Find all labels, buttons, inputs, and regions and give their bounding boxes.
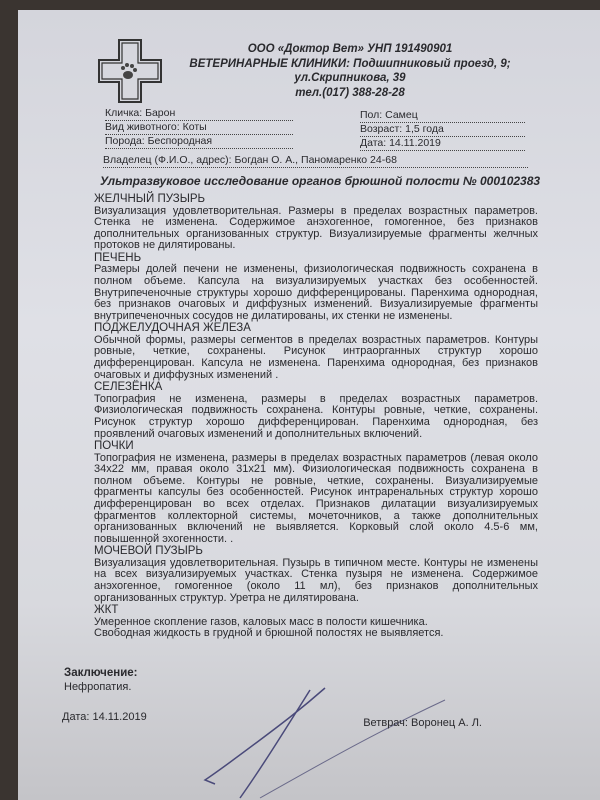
clinic-name-address: ВЕТЕРИНАРНЫЕ КЛИНИКИ: Подшипниковый проезд, 9; — [189, 57, 511, 70]
section-heading: ЖЕЛЧНЫЙ ПУЗЫРЬ — [94, 193, 206, 205]
section-bladder — [94, 545, 538, 604]
section-pancreas — [94, 322, 538, 381]
section-heading: ПОЧКИ — [94, 440, 134, 453]
clinic-phone: тел.(017) 388-28-28 — [295, 86, 405, 99]
section-liver — [94, 252, 538, 322]
patient-name: Кличка: Барон — [105, 107, 293, 121]
section-text: Визуализация удовлетворительная. Пузырь в типичном месте. Контуры не изменены на всех визуализируемых участках. Стенка пузыря не изменена. Содержимое анэхогенное, гомогенное (около 11 мл), без признаков дополнительных организованных структур. Уретра не дилятирована. — [94, 556, 538, 604]
veterinarian-name: Ветврач: Воронец А. Л. — [363, 716, 482, 729]
conclusion — [64, 666, 538, 694]
patient-sex: Пол: Самец — [360, 109, 525, 123]
section-text: Размеры долей печени не изменены, физиологическая подвижность сохранена в полном объеме. Капсула на визуализируемых участках без особенностей. Внутрипеченочные структуры хорошо дифференцированы. Паренхима однородная, без признаков очаговых и диффузных изменений. Визуализируемые фрагменты внутрипеченочных сосудов не дилатированы, их стенки не изменены. — [94, 263, 538, 322]
clinic-org: ООО «Доктор Вет» УНП 191490901 — [247, 43, 453, 55]
section-gi-tract — [94, 604, 538, 640]
section-text: Обычной формы, размеры сегментов в пределах возрастных параметров. Контуры ровные, четкие, сохранены. Рисунок интраорганных структур хорошо дифференцирован. Капсула не изменена. Паренхима однородная, без признаков очаговых и диффузных изменений . — [94, 333, 538, 381]
section-heading: ЖКТ — [94, 604, 119, 617]
section-text: Топография не изменена, размеры в пределах возрастных параметров (левая около 34х22 мм, правая около 31х21 мм). Физиологическая подвижность сохранена в полном объеме. Контуры не ровные, четкие, сохранены. Визуализируемые фрагменты капсулы без особенностей. Рисунок интраренальных структур хорошо дифференцирован во всех отделах. Признаков дилатации визуализируемых фрагментов коллекторной системы, мочеточников, а также дополнительных организованных включений не выявляется. Корковый слой около 4.5-6 мм, повышенной эхогенности. . — [94, 451, 538, 545]
conclusion-label: Заключение: — [64, 666, 138, 679]
footer — [62, 710, 482, 730]
section-text: Топография не изменена, размеры в пределах возрастных параметров. Физиологическая подвижность сохранена. Контуры ровные, четкие, сохранены. Рисунок структур хорошо дифференцирован. Паренхима однородная, без проявлений очаговых изменений и дополнительных включений. — [94, 392, 538, 440]
exam-date: Дата: 14.11.2019 — [360, 137, 525, 151]
clinic-address-2: ул.Скрипникова, 39 — [294, 72, 406, 84]
owner-info: Владелец (Ф.И.О., адрес): Богдан О. А., Паномаренко 24-68 — [103, 154, 528, 168]
patient-age: Возраст: 1,5 года — [360, 123, 525, 137]
report-body — [62, 0, 541, 750]
section-spleen — [94, 381, 538, 440]
section-gallbladder — [94, 193, 538, 252]
document-title: Ультразвуковое исследование органов брюшной полости № 000102383 — [100, 174, 541, 188]
section-text: Визуализация удовлетворительная. Размеры в пределах возрастных параметров. Стенка не изменена. Содержимое анэхогенное, гомогенное, без признаков дополнительных организованных структур. Визуализируемые фрагменты желчных протоков не дилятированы. — [94, 204, 538, 252]
section-text: Умеренное скопление газов, каловых масс в полости кишечника. Свободная жидкость в грудной и брюшной полостях не выявляется. — [94, 615, 444, 640]
section-heading: ПОДЖЕЛУДОЧНАЯ ЖЕЛЕЗА — [94, 322, 251, 335]
footer-date: Дата: 14.11.2019 — [62, 710, 147, 723]
patient-species: Вид животного: Коты — [105, 121, 293, 135]
section-heading: ПЕЧЕНЬ — [94, 251, 142, 264]
section-kidneys — [94, 440, 538, 545]
conclusion-text: Нефропатия. — [64, 680, 132, 693]
section-heading: СЕЛЕЗЁНКА — [94, 381, 163, 394]
patient-breed: Порода: Беспородная — [105, 135, 293, 149]
section-heading: МОЧЕВОЙ ПУЗЫРЬ — [94, 545, 203, 558]
